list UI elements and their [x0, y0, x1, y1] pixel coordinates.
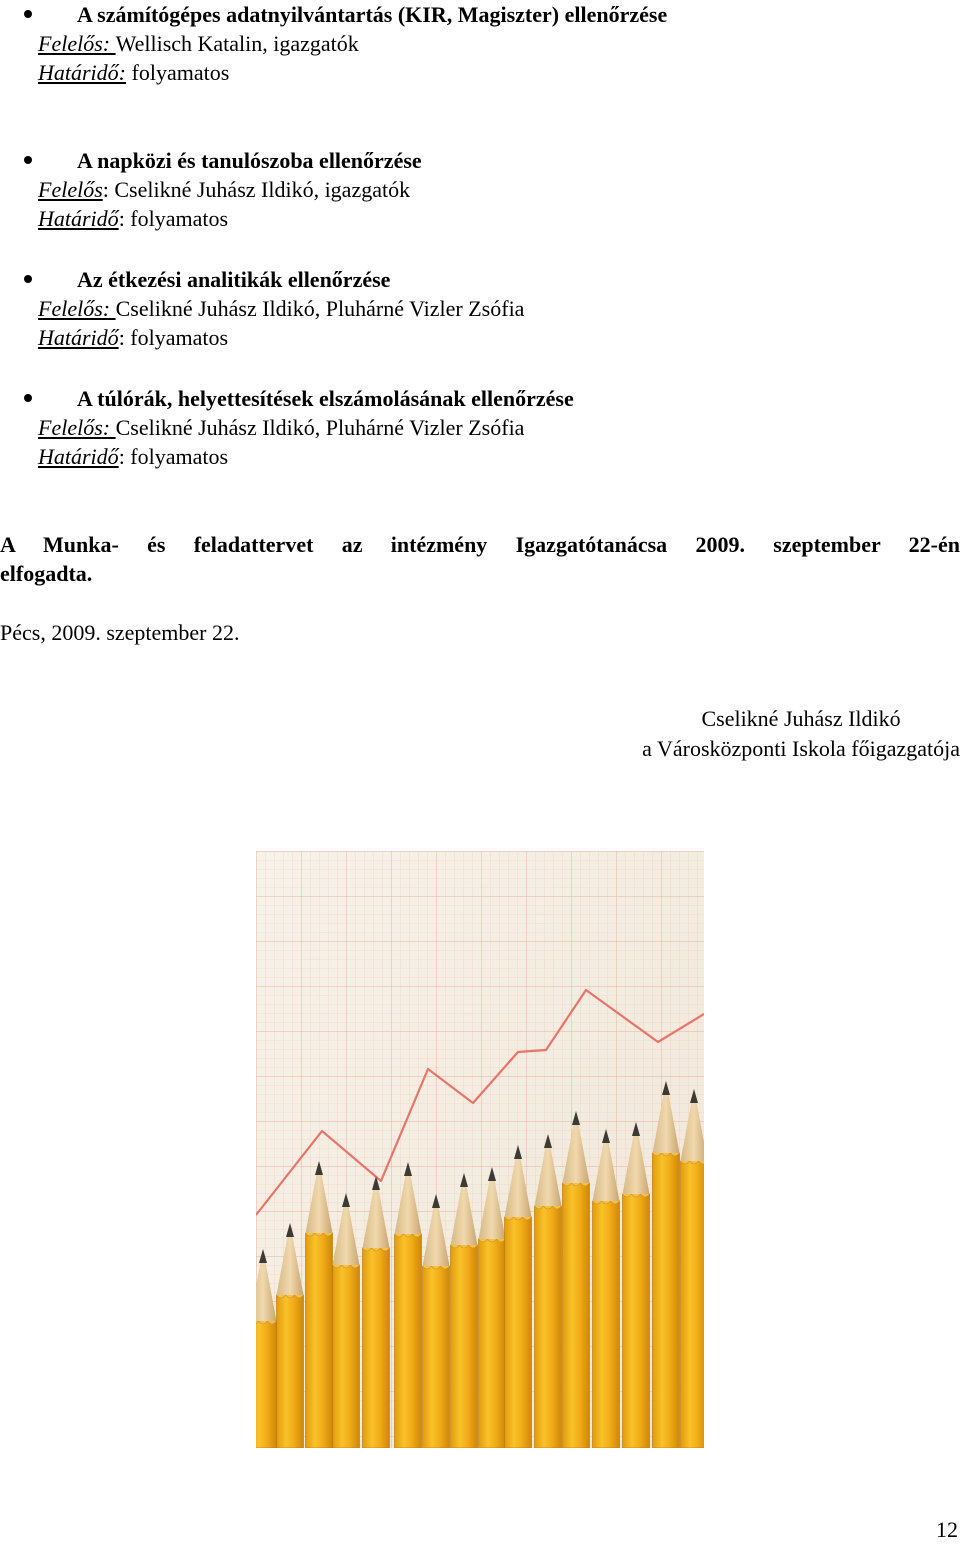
pencil: [563, 1111, 590, 1448]
task-title: A napközi és tanulószoba ellenőrzése: [77, 148, 422, 173]
task-item: [0, 0, 960, 87]
approval-paragraph: [0, 530, 960, 588]
responsible-value: Wellisch Katalin, igazgatók: [115, 31, 359, 56]
responsible-line: [0, 413, 960, 442]
task-item: [0, 384, 960, 471]
task-title-line: [0, 384, 960, 413]
place-date: Pécs, 2009. szeptember 22.: [0, 620, 240, 645]
task-title-line: [0, 0, 960, 29]
responsible-line: [0, 29, 960, 58]
task-item: [0, 265, 960, 352]
responsible-line: [0, 175, 960, 204]
responsible-value: Cselikné Juhász Ildikó, Pluhárné Vizler Zsófia: [115, 415, 525, 440]
deadline-line: [0, 204, 960, 233]
responsible-label: Felelős:: [38, 415, 116, 440]
deadline-line: [0, 323, 960, 352]
approval-line-2: elfogadta.: [0, 561, 93, 586]
pencil: [653, 1081, 680, 1448]
deadline-value: : folyamatos: [118, 444, 229, 469]
deadline-label: Határidő: [38, 444, 119, 469]
bullet-icon: [24, 394, 32, 402]
task-item: [0, 146, 960, 233]
pencils-chart-photo: [256, 851, 704, 1448]
deadline-line: [0, 58, 960, 87]
deadline-value: folyamatos: [126, 60, 230, 85]
bullet-icon: [24, 10, 32, 18]
responsible-label: Felelős:: [38, 31, 116, 56]
deadline-label: Határidő: [38, 206, 119, 231]
task-title: A számítógépes adatnyilvántartás (KIR, Magiszter) ellenőrzése: [77, 2, 668, 27]
responsible-value: : Cselikné Juhász Ildikó, igazgatók: [102, 177, 411, 202]
task-title-line: [0, 146, 960, 175]
responsible-label: Felelős: [38, 177, 103, 202]
responsible-label: Felelős:: [38, 296, 116, 321]
bullet-icon: [24, 275, 32, 283]
responsible-value: Cselikné Juhász Ildikó, Pluhárné Vizler Zsófia: [115, 296, 525, 321]
deadline-value: : folyamatos: [118, 325, 229, 350]
signature-block: [642, 704, 960, 764]
task-title: Az étkezési analitikák ellenőrzése: [77, 267, 391, 292]
deadline-label: Határidő:: [38, 60, 126, 85]
signature-name: Cselikné Juhász Ildikó: [701, 706, 901, 731]
deadline-line: [0, 442, 960, 471]
deadline-label: Határidő: [38, 325, 119, 350]
page-number: 12: [936, 1517, 958, 1542]
deadline-value: : folyamatos: [118, 206, 229, 231]
responsible-line: [0, 294, 960, 323]
signature-title: a Városközponti Iskola főigazgatója: [642, 736, 960, 761]
task-title: A túlórák, helyettesítések elszámolásának ellenőrzése: [77, 386, 574, 411]
approval-line-1: A Munka- és feladattervet az intézmény Igazgatótanácsa 2009. szeptember 22-én: [0, 532, 960, 557]
task-title-line: [0, 265, 960, 294]
bullet-icon: [24, 156, 32, 164]
pencil: [681, 1089, 705, 1448]
